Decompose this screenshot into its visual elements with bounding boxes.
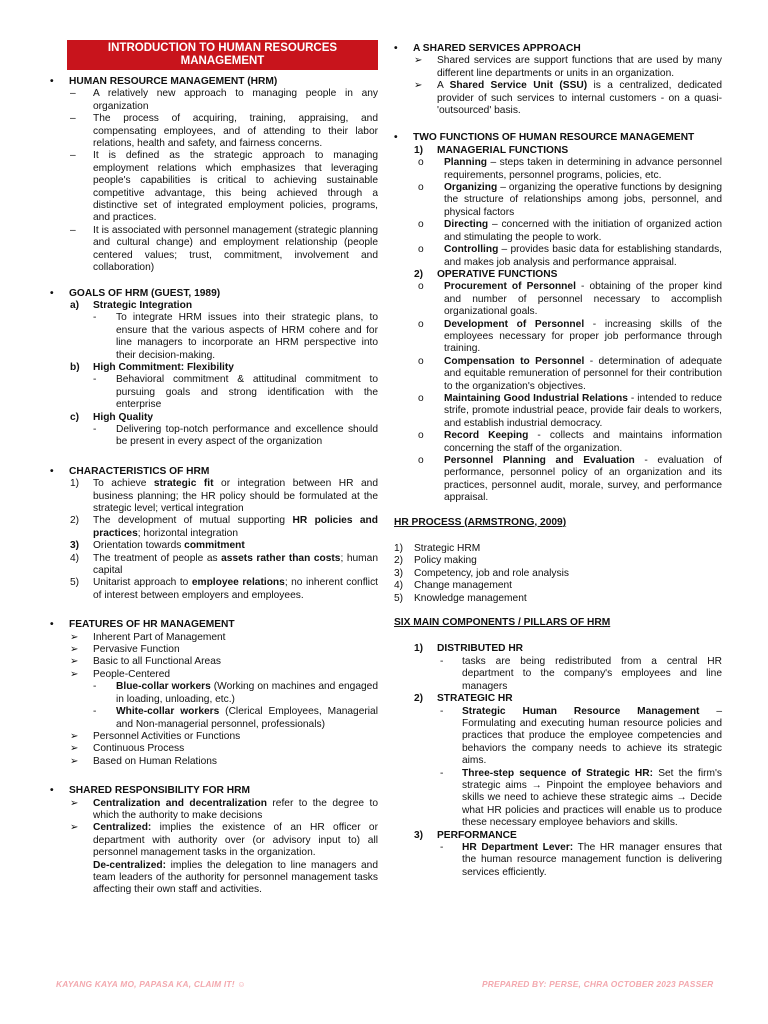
shared-services-heading: • A SHARED SERVICES APPROACH: [394, 43, 581, 54]
list-item: 5) Knowledge management: [394, 592, 527, 604]
bullet-icon: •: [50, 785, 54, 797]
list-item: ➢ Centralized: implies the existence of an HR officer or department with authority over (or advisory input to) all personnel management tasks in the organization.: [70, 822, 378, 859]
shared-responsibility-heading: • SHARED RESPONSIBILITY FOR HRM: [50, 785, 250, 797]
page-title: INTRODUCTION TO HUMAN RESOURCES MANAGEMENT: [67, 40, 378, 70]
arrow-bullet-icon: ➢: [70, 631, 79, 643]
list-item: o Compensation to Personnel - determination of adequate and equitable remuneration of personnel for their contribution to the organization's objectives.: [418, 355, 722, 392]
two-functions-heading: • TWO FUNCTIONS OF HUMAN RESOURCE MANAGEMENT: [394, 132, 695, 144]
circle-bullet-icon: o: [418, 182, 424, 194]
circle-bullet-icon: o: [418, 430, 424, 442]
footer-right: PREPARED BY: PERSE, CHRA OCTOBER 2023 PASSER: [482, 979, 714, 989]
circle-bullet-icon: o: [418, 355, 424, 367]
hyphen-icon: -: [93, 374, 97, 386]
goal-title: b) High Commitment: Flexibility: [70, 361, 234, 373]
bullet-icon: •: [394, 132, 398, 144]
list-item: o Planning – steps taken in determining in advance personnel requirements, personnel programs, policies, etc.: [418, 157, 722, 181]
list-item: – It is defined as the strategic approach to managing employment relations which emphasizes that leveraging people's capabilities is critical to achieving sustainable competitive advantage, this being achieved through a distinctive set of integrated employment policies, programs, and practices.: [70, 150, 378, 224]
circle-bullet-icon: o: [418, 318, 424, 330]
characteristics-heading: • CHARACTERISTICS OF HRM: [50, 465, 210, 477]
left-column: [50, 40, 378, 897]
bullet-icon: •: [50, 465, 54, 477]
hyphen-icon: -: [93, 706, 97, 718]
dash-icon: –: [70, 224, 76, 236]
goal-desc: - Delivering top-notch performance and excellence should be present in every aspect of the organization: [93, 423, 378, 448]
pillar-title: 1) DISTRIBUTED HR: [414, 643, 524, 655]
list-item: ➢ Centralization and decentralization refer to the degree to which the authority to make decisions: [70, 797, 379, 821]
arrow-bullet-icon: ➢: [70, 656, 79, 668]
list-item: ➢ People-Centered: [70, 668, 171, 680]
pillar-desc: - tasks are being redistributed from a central HR department to the company's employees and line managers: [440, 655, 722, 692]
sub-item: - Blue-collar workers (Working on machines and engaged in loading, unloading, etc.): [93, 681, 378, 705]
list-item: 3) Competency, job and role analysis: [394, 567, 569, 579]
list-item: 5) Unitarist approach to employee relations; no inherent conflict of interest between employers and employees.: [70, 577, 378, 601]
list-item: 3) Orientation towards commitment: [70, 540, 245, 552]
bullet-icon: •: [394, 43, 398, 54]
circle-bullet-icon: o: [418, 244, 424, 256]
arrow-bullet-icon: ➢: [70, 755, 79, 767]
dash-icon: –: [70, 150, 76, 162]
circle-bullet-icon: o: [418, 455, 424, 466]
hyphen-icon: -: [440, 841, 444, 853]
list-item: ➢ Based on Human Relations: [70, 755, 218, 767]
circle-bullet-icon: o: [418, 392, 424, 404]
sub-item: - White-collar workers (Clerical Employees, Managerial and Non-managerial personnel, professionals): [93, 706, 378, 730]
paragraph: De-centralized: implies the delegation to line managers and team leaders of the authority for personnel management tasks affecting their own staff and activities.: [93, 859, 378, 896]
list-item: ➢ Basic to all Functional Areas: [70, 656, 221, 668]
arrow-bullet-icon: ➢: [414, 80, 423, 92]
list-item: ➢ A Shared Service Unit (SSU) is a centralized, dedicated provider of such services to internal customers - on a quasi-'outsourced' basis.: [414, 80, 722, 117]
circle-bullet-icon: o: [418, 281, 424, 293]
goal-desc: - To integrate HRM issues into their strategic plans, to ensure that the various aspects of HRM cohere and for line managers to incorporate an HRM perspective into their decision-making.: [93, 312, 378, 361]
hyphen-icon: -: [440, 705, 444, 717]
pillars-heading: SIX MAIN COMPONENTS / PILLARS OF HRM: [394, 617, 611, 629]
list-item: ➢ Inherent Part of Management: [70, 631, 226, 643]
goals-heading: • GOALS OF HRM (GUEST, 1989): [50, 287, 221, 299]
arrow-bullet-icon: ➢: [70, 797, 79, 809]
pillar-desc: - HR Department Lever: The HR manager ensures that the human resource management function is delivering services efficiently.: [440, 841, 723, 878]
list-item: ➢ Personnel Activities or Functions: [70, 730, 241, 742]
list-item: – A relatively new approach to managing people in any organization: [70, 88, 378, 112]
circle-bullet-icon: o: [418, 157, 424, 169]
arrow-bullet-icon: ➢: [70, 822, 79, 834]
function-title: 2) OPERATIVE FUNCTIONS: [414, 268, 558, 280]
list-item: 2) Policy making: [394, 555, 477, 567]
footer-left: KAYANG KAYA MO, PAPASA KA, CLAIM IT! ☺: [56, 979, 246, 989]
bullet-icon: •: [50, 287, 54, 299]
list-item: ➢ Pervasive Function: [70, 644, 180, 656]
list-item: o Organizing – organizing the operative functions by designing the structure of relationships among jobs, personnel, and physical factors: [418, 182, 722, 218]
list-item: ➢ Shared services are support functions that are used by many different line departments or units in an organization.: [414, 55, 722, 79]
list-item: o Controlling – provides basic data for establishing standards, and makes job analysis and performance appraisal.: [418, 244, 722, 268]
pillar-title: 3) PERFORMANCE: [414, 829, 517, 841]
arrow-bullet-icon: ➢: [70, 730, 79, 742]
list-item: o Directing – concerned with the initiation of organized action and stimulating the people to work.: [418, 219, 722, 243]
list-item: 1) Strategic HRM: [394, 543, 481, 555]
list-item: – It is associated with personnel management (strategic planning and cultural change) and employment relationship (people centered values; trust, commitment, involvement and collaboration): [70, 224, 378, 274]
hyphen-icon: -: [93, 423, 97, 435]
features-heading: • FEATURES OF HR MANAGEMENT: [50, 619, 235, 631]
arrow-bullet-icon: ➢: [70, 668, 79, 680]
list-item: o Personnel Planning and Evaluation - evaluation of performance, personnel policy of an organization and its practices, personnel audit, morale, survey, and performance appraisal.: [418, 455, 722, 504]
right-column: [394, 40, 722, 879]
arrow-bullet-icon: ➢: [70, 743, 79, 755]
hrm-heading: • HUMAN RESOURCE MANAGEMENT (HRM): [50, 76, 278, 87]
goal-title: c) High Quality: [70, 411, 153, 423]
arrow-bullet-icon: ➢: [414, 55, 423, 67]
function-title: 1) MANAGERIAL FUNCTIONS: [414, 144, 569, 156]
list-item: – The process of acquiring, training, appraising, and compensating employees, and of attending to their labor relations, health and safety, and fairness concerns.: [70, 113, 378, 150]
hr-process-heading: HR PROCESS (ARMSTRONG, 2009): [394, 516, 567, 528]
goal-desc: - Behavioral commitment & attitudinal commitment to pursuing goals and strong identification with the enterprise: [93, 374, 378, 411]
hyphen-icon: -: [440, 767, 444, 779]
list-item: 4) The treatment of people as assets rather than costs; human capital: [70, 552, 379, 577]
list-item: o Record Keeping - collects and maintains information concerning the staff of the organization.: [418, 430, 722, 454]
list-item: o Development of Personnel - increasing skills of the employees necessary for proper job performance through training.: [418, 318, 722, 355]
hyphen-icon: -: [93, 312, 97, 324]
list-item: 1) To achieve strategic fit or integration between HR and business planning; the HR policy should be formulated at the strategic level; vertical integration: [70, 478, 378, 514]
hyphen-icon: -: [93, 681, 97, 693]
pillar-desc: - Strategic Human Resource Management – Formulating and executing human resource policies and practices that produce the employee competencies and behaviors the company needs to achieve its strategic aims.: [440, 705, 722, 767]
list-item: o Procurement of Personnel - obtaining of the proper kind and number of personnel necessary to accomplish organizational goals.: [418, 281, 722, 318]
pillar-desc: - Three-step sequence of Strategic HR: Set the firm's strategic aims → Pinpoint the employee behaviors and skills we need to achieve these strategic aims → Decide what HR policies and practices will enable us to produce these necessary employee behaviors and skills.: [440, 767, 722, 829]
list-item: o Maintaining Good Industrial Relations - intended to reduce strife, promote industrial peace, provide fair deals to workers, and establish industrial democracy.: [418, 392, 722, 429]
list-item: 4) Change management: [394, 580, 512, 592]
circle-bullet-icon: o: [418, 219, 424, 231]
list-item: 2) The development of mutual supporting HR policies and practices; horizontal integration: [70, 515, 378, 539]
dash-icon: –: [70, 88, 76, 100]
goal-title: a) Strategic Integration: [70, 299, 193, 311]
dash-icon: –: [70, 113, 76, 125]
arrow-bullet-icon: ➢: [70, 644, 79, 656]
list-item: ➢ Continuous Process: [70, 743, 185, 755]
bullet-icon: •: [50, 76, 54, 87]
hyphen-icon: -: [440, 655, 444, 667]
pillar-title: 2) STRATEGIC HR: [414, 693, 513, 705]
bullet-icon: •: [50, 619, 54, 631]
